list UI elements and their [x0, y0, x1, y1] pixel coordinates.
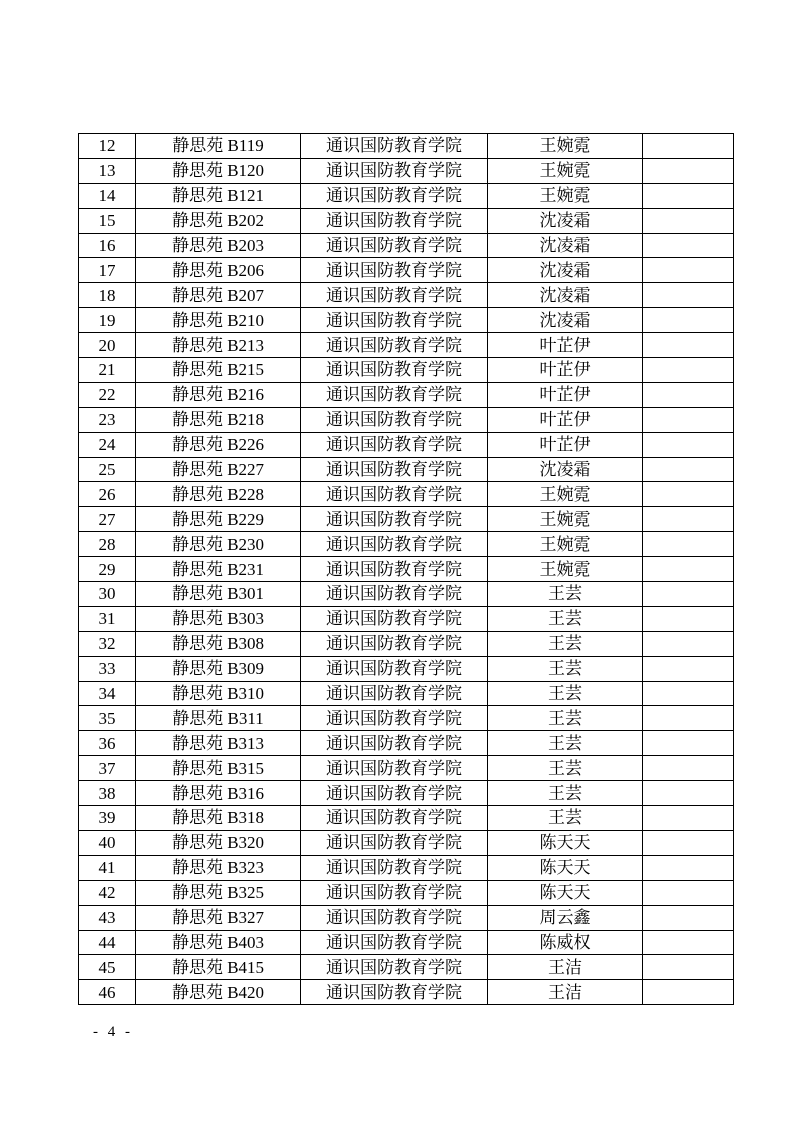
dormitory-roster-table	[78, 133, 734, 1005]
remarks-cell	[643, 731, 734, 756]
person-in-charge-cell: 王婉霓	[488, 183, 643, 208]
table-row	[79, 756, 734, 781]
remarks-cell	[643, 681, 734, 706]
row-number-cell: 37	[79, 756, 136, 781]
row-number-cell: 42	[79, 880, 136, 905]
person-in-charge-cell: 王婉霓	[488, 557, 643, 582]
dorm-room-cell: 静思苑 B202	[136, 208, 301, 233]
college-cell: 通识国防教育学院	[301, 158, 488, 183]
remarks-cell	[643, 134, 734, 159]
remarks-cell	[643, 855, 734, 880]
table-row	[79, 955, 734, 980]
row-number-cell: 36	[79, 731, 136, 756]
row-number-cell: 35	[79, 706, 136, 731]
row-number-cell: 31	[79, 606, 136, 631]
remarks-cell	[643, 930, 734, 955]
dorm-room-cell: 静思苑 B229	[136, 507, 301, 532]
table-row	[79, 582, 734, 607]
remarks-cell	[643, 905, 734, 930]
row-number-cell: 13	[79, 158, 136, 183]
college-cell: 通识国防教育学院	[301, 358, 488, 383]
remarks-cell	[643, 208, 734, 233]
page-number: - 4 -	[93, 1024, 133, 1040]
table-row	[79, 407, 734, 432]
person-in-charge-cell: 王芸	[488, 681, 643, 706]
remarks-cell	[643, 382, 734, 407]
row-number-cell: 19	[79, 308, 136, 333]
roster-table-body	[79, 134, 734, 1005]
person-in-charge-cell: 沈凌霜	[488, 457, 643, 482]
college-cell: 通识国防教育学院	[301, 407, 488, 432]
remarks-cell	[643, 781, 734, 806]
person-in-charge-cell: 周云鑫	[488, 905, 643, 930]
person-in-charge-cell: 王芸	[488, 806, 643, 831]
person-in-charge-cell: 叶芷伊	[488, 358, 643, 383]
remarks-cell	[643, 606, 734, 631]
person-in-charge-cell: 陈威权	[488, 930, 643, 955]
remarks-cell	[643, 183, 734, 208]
row-number-cell: 15	[79, 208, 136, 233]
college-cell: 通识国防教育学院	[301, 134, 488, 159]
dorm-room-cell: 静思苑 B206	[136, 258, 301, 283]
row-number-cell: 14	[79, 183, 136, 208]
row-number-cell: 16	[79, 233, 136, 258]
college-cell: 通识国防教育学院	[301, 681, 488, 706]
table-row	[79, 358, 734, 383]
college-cell: 通识国防教育学院	[301, 333, 488, 358]
remarks-cell	[643, 258, 734, 283]
college-cell: 通识国防教育学院	[301, 930, 488, 955]
dorm-room-cell: 静思苑 B216	[136, 382, 301, 407]
remarks-cell	[643, 308, 734, 333]
row-number-cell: 18	[79, 283, 136, 308]
table-row	[79, 258, 734, 283]
college-cell: 通识国防教育学院	[301, 756, 488, 781]
person-in-charge-cell: 陈天天	[488, 830, 643, 855]
table-row	[79, 382, 734, 407]
college-cell: 通识国防教育学院	[301, 781, 488, 806]
person-in-charge-cell: 沈凌霜	[488, 283, 643, 308]
remarks-cell	[643, 358, 734, 383]
person-in-charge-cell: 王芸	[488, 631, 643, 656]
remarks-cell	[643, 582, 734, 607]
remarks-cell	[643, 631, 734, 656]
row-number-cell: 41	[79, 855, 136, 880]
remarks-cell	[643, 756, 734, 781]
dorm-room-cell: 静思苑 B311	[136, 706, 301, 731]
person-in-charge-cell: 王芸	[488, 781, 643, 806]
dorm-room-cell: 静思苑 B403	[136, 930, 301, 955]
table-row	[79, 606, 734, 631]
person-in-charge-cell: 王婉霓	[488, 507, 643, 532]
college-cell: 通识国防教育学院	[301, 507, 488, 532]
college-cell: 通识国防教育学院	[301, 457, 488, 482]
dorm-room-cell: 静思苑 B325	[136, 880, 301, 905]
table-row	[79, 457, 734, 482]
remarks-cell	[643, 656, 734, 681]
row-number-cell: 45	[79, 955, 136, 980]
table-row	[79, 980, 734, 1005]
dorm-room-cell: 静思苑 B309	[136, 656, 301, 681]
row-number-cell: 40	[79, 830, 136, 855]
dorm-room-cell: 静思苑 B313	[136, 731, 301, 756]
college-cell: 通识国防教育学院	[301, 830, 488, 855]
college-cell: 通识国防教育学院	[301, 880, 488, 905]
table-row	[79, 308, 734, 333]
row-number-cell: 20	[79, 333, 136, 358]
college-cell: 通识国防教育学院	[301, 233, 488, 258]
row-number-cell: 27	[79, 507, 136, 532]
college-cell: 通识国防教育学院	[301, 308, 488, 333]
college-cell: 通识国防教育学院	[301, 283, 488, 308]
person-in-charge-cell: 叶芷伊	[488, 333, 643, 358]
person-in-charge-cell: 沈凌霜	[488, 258, 643, 283]
table-row	[79, 830, 734, 855]
remarks-cell	[643, 158, 734, 183]
row-number-cell: 44	[79, 930, 136, 955]
person-in-charge-cell: 王芸	[488, 731, 643, 756]
remarks-cell	[643, 233, 734, 258]
dorm-room-cell: 静思苑 B301	[136, 582, 301, 607]
college-cell: 通识国防教育学院	[301, 855, 488, 880]
table-row	[79, 507, 734, 532]
table-row	[79, 806, 734, 831]
row-number-cell: 46	[79, 980, 136, 1005]
dorm-room-cell: 静思苑 B315	[136, 756, 301, 781]
person-in-charge-cell: 王芸	[488, 656, 643, 681]
dorm-room-cell: 静思苑 B227	[136, 457, 301, 482]
table-row	[79, 731, 734, 756]
dorm-room-cell: 静思苑 B215	[136, 358, 301, 383]
dorm-room-cell: 静思苑 B231	[136, 557, 301, 582]
dorm-room-cell: 静思苑 B415	[136, 955, 301, 980]
dorm-room-cell: 静思苑 B207	[136, 283, 301, 308]
person-in-charge-cell: 王婉霓	[488, 134, 643, 159]
row-number-cell: 28	[79, 532, 136, 557]
remarks-cell	[643, 557, 734, 582]
table-row	[79, 880, 734, 905]
remarks-cell	[643, 806, 734, 831]
remarks-cell	[643, 457, 734, 482]
row-number-cell: 23	[79, 407, 136, 432]
person-in-charge-cell: 王洁	[488, 955, 643, 980]
person-in-charge-cell: 王洁	[488, 980, 643, 1005]
dorm-room-cell: 静思苑 B218	[136, 407, 301, 432]
table-row	[79, 855, 734, 880]
remarks-cell	[643, 706, 734, 731]
row-number-cell: 34	[79, 681, 136, 706]
dorm-room-cell: 静思苑 B121	[136, 183, 301, 208]
college-cell: 通识国防教育学院	[301, 806, 488, 831]
college-cell: 通识国防教育学院	[301, 208, 488, 233]
table-row	[79, 283, 734, 308]
college-cell: 通识国防教育学院	[301, 183, 488, 208]
college-cell: 通识国防教育学院	[301, 557, 488, 582]
college-cell: 通识国防教育学院	[301, 258, 488, 283]
table-row	[79, 333, 734, 358]
person-in-charge-cell: 沈凌霜	[488, 308, 643, 333]
table-row	[79, 681, 734, 706]
row-number-cell: 39	[79, 806, 136, 831]
remarks-cell	[643, 333, 734, 358]
person-in-charge-cell: 王芸	[488, 606, 643, 631]
dorm-room-cell: 静思苑 B213	[136, 333, 301, 358]
row-number-cell: 30	[79, 582, 136, 607]
table-row	[79, 706, 734, 731]
remarks-cell	[643, 482, 734, 507]
row-number-cell: 38	[79, 781, 136, 806]
remarks-cell	[643, 507, 734, 532]
college-cell: 通识国防教育学院	[301, 731, 488, 756]
row-number-cell: 33	[79, 656, 136, 681]
table-row	[79, 183, 734, 208]
person-in-charge-cell: 王芸	[488, 756, 643, 781]
college-cell: 通识国防教育学院	[301, 582, 488, 607]
table-row	[79, 482, 734, 507]
person-in-charge-cell: 王婉霓	[488, 482, 643, 507]
table-row	[79, 656, 734, 681]
dorm-room-cell: 静思苑 B230	[136, 532, 301, 557]
remarks-cell	[643, 283, 734, 308]
dorm-room-cell: 静思苑 B316	[136, 781, 301, 806]
college-cell: 通识国防教育学院	[301, 382, 488, 407]
table-row	[79, 532, 734, 557]
college-cell: 通识国防教育学院	[301, 532, 488, 557]
college-cell: 通识国防教育学院	[301, 955, 488, 980]
remarks-cell	[643, 432, 734, 457]
person-in-charge-cell: 陈天天	[488, 855, 643, 880]
table-row	[79, 158, 734, 183]
person-in-charge-cell: 王婉霓	[488, 532, 643, 557]
dorm-room-cell: 静思苑 B228	[136, 482, 301, 507]
table-row	[79, 134, 734, 159]
dorm-room-cell: 静思苑 B226	[136, 432, 301, 457]
person-in-charge-cell: 沈凌霜	[488, 208, 643, 233]
remarks-cell	[643, 830, 734, 855]
college-cell: 通识国防教育学院	[301, 656, 488, 681]
college-cell: 通识国防教育学院	[301, 980, 488, 1005]
remarks-cell	[643, 980, 734, 1005]
dorm-room-cell: 静思苑 B420	[136, 980, 301, 1005]
remarks-cell	[643, 532, 734, 557]
row-number-cell: 12	[79, 134, 136, 159]
college-cell: 通识国防教育学院	[301, 706, 488, 731]
table-row	[79, 781, 734, 806]
person-in-charge-cell: 叶芷伊	[488, 432, 643, 457]
row-number-cell: 24	[79, 432, 136, 457]
person-in-charge-cell: 叶芷伊	[488, 407, 643, 432]
dorm-room-cell: 静思苑 B320	[136, 830, 301, 855]
remarks-cell	[643, 955, 734, 980]
college-cell: 通识国防教育学院	[301, 482, 488, 507]
person-in-charge-cell: 王婉霓	[488, 158, 643, 183]
person-in-charge-cell: 叶芷伊	[488, 382, 643, 407]
person-in-charge-cell: 王芸	[488, 706, 643, 731]
college-cell: 通识国防教育学院	[301, 432, 488, 457]
row-number-cell: 26	[79, 482, 136, 507]
table-row	[79, 557, 734, 582]
person-in-charge-cell: 沈凌霜	[488, 233, 643, 258]
row-number-cell: 21	[79, 358, 136, 383]
row-number-cell: 22	[79, 382, 136, 407]
table-row	[79, 631, 734, 656]
dorm-room-cell: 静思苑 B323	[136, 855, 301, 880]
dorm-room-cell: 静思苑 B303	[136, 606, 301, 631]
person-in-charge-cell: 陈天天	[488, 880, 643, 905]
dorm-room-cell: 静思苑 B310	[136, 681, 301, 706]
table-row	[79, 930, 734, 955]
dorm-room-cell: 静思苑 B210	[136, 308, 301, 333]
row-number-cell: 43	[79, 905, 136, 930]
dorm-room-cell: 静思苑 B327	[136, 905, 301, 930]
row-number-cell: 32	[79, 631, 136, 656]
dorm-room-cell: 静思苑 B120	[136, 158, 301, 183]
table-row	[79, 208, 734, 233]
row-number-cell: 29	[79, 557, 136, 582]
table-row	[79, 432, 734, 457]
row-number-cell: 17	[79, 258, 136, 283]
dorm-room-cell: 静思苑 B318	[136, 806, 301, 831]
college-cell: 通识国防教育学院	[301, 606, 488, 631]
college-cell: 通识国防教育学院	[301, 905, 488, 930]
dorm-room-cell: 静思苑 B119	[136, 134, 301, 159]
college-cell: 通识国防教育学院	[301, 631, 488, 656]
table-row	[79, 905, 734, 930]
row-number-cell: 25	[79, 457, 136, 482]
dorm-room-cell: 静思苑 B203	[136, 233, 301, 258]
remarks-cell	[643, 407, 734, 432]
dorm-room-cell: 静思苑 B308	[136, 631, 301, 656]
person-in-charge-cell: 王芸	[488, 582, 643, 607]
remarks-cell	[643, 880, 734, 905]
table-row	[79, 233, 734, 258]
